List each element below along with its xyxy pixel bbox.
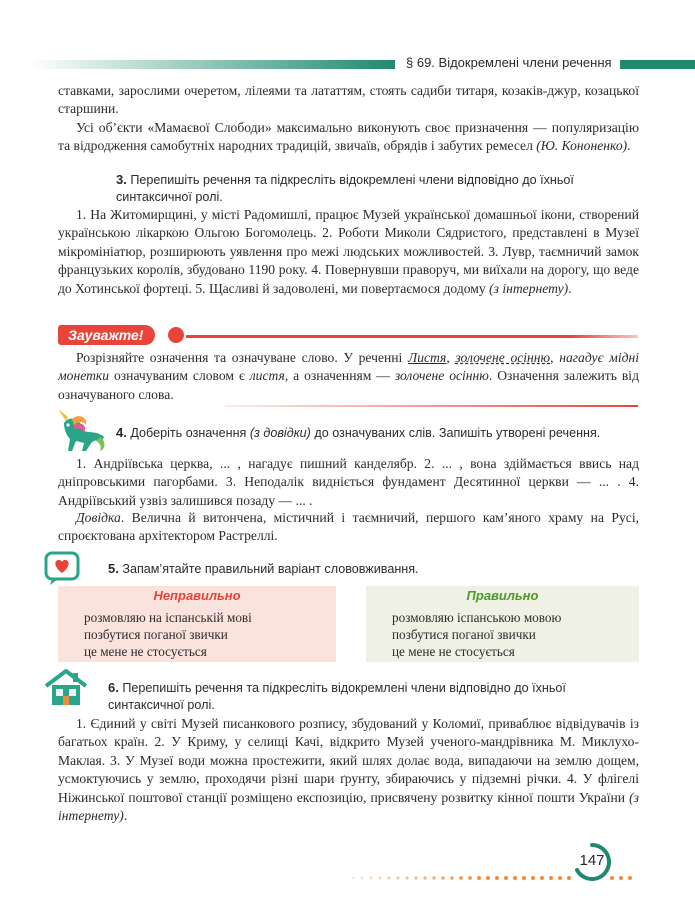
task-number: 4. bbox=[116, 425, 127, 440]
wrong-item: це мене не стосується bbox=[84, 644, 207, 659]
hint-label: Довідка bbox=[76, 510, 121, 525]
intro-source: (Ю. Кононенко) bbox=[536, 138, 628, 154]
header-decor-bar-right bbox=[620, 60, 695, 69]
right-item: розмовляю іспанською мовою bbox=[392, 610, 562, 625]
task-number: 3. bbox=[116, 172, 127, 187]
task-3-text: 1. На Житомирщині, у місті Радомишлі, працює Музей української домашньої ікони, створений українською лікаркою Ольгою Богомолець. 2. Роботи Миколи Сядристого, представлені в Музеї мікромініатюр, розширюють уявлення про межі людських можливостей. 3. Лувр, таємничий замок французьких королів, збудовано 1190 року. 4. Повернувши праворуч, ми виїхали на дорогу, що веде до Хотинської фортеці. 5. Щасливі й задоволені, ми повертаємося додому (з інтернету). bbox=[58, 207, 639, 296]
note-label-text: Зауважте! bbox=[58, 325, 155, 345]
intro-paragraph-1: ставками, зарослими очеретом, лілеями та лататтям, стоять садиби титаря, козаків-джур, козацької старшини. bbox=[58, 83, 639, 117]
task-6-text: 1. Єдиний у світі Музей писанкового розпису, збудований у Коломиї, приваблює відвідувачів із багатьох країн. 2. У Криму, у селищі Качі, відкрито Музей ученого-мандрівника М. Миклухо-Маклая. 3. У Музеї води можна простежити, який шлях долає вода, випадаючи на землю дощем, усмоктуючись у землю, проходячи різні шари ґрунту, збираючись у підземні річки. 4. У флігелі Ніжинської поштової станції розміщено експозицію, присвячену розвитку кінної пошти України (з інтернету). bbox=[58, 716, 639, 824]
note-top-rule bbox=[186, 335, 638, 338]
intro-block bbox=[58, 82, 639, 156]
task-number: 6. bbox=[108, 680, 119, 695]
note-label bbox=[58, 325, 155, 345]
wrong-header: Неправильно bbox=[153, 588, 241, 603]
task-4-hint: Довідка. Велична й витончена, містичний і таємничий, першого кам’яного храму на Русі, спроєктована архітектором Растреллі. bbox=[58, 510, 639, 544]
task-6-instruction: 6. Перепишіть речення та підкресліть відокремлені члени відповідно до їхньої синтаксичної ролі. bbox=[108, 680, 566, 712]
right-usage-box bbox=[366, 586, 639, 662]
wrong-item: позбутися поганої звички bbox=[84, 627, 228, 642]
note-bottom-rule bbox=[225, 405, 638, 407]
page-number: 147 bbox=[579, 852, 605, 869]
heart-chat-icon bbox=[44, 551, 82, 585]
section-title: § 69. Відокремлені члени речення bbox=[400, 55, 620, 70]
note-example-attribute: золочене осінню bbox=[455, 350, 551, 365]
header-decor-bar bbox=[30, 60, 395, 69]
wrong-item: розмовляю на іспанській мові bbox=[84, 610, 252, 625]
task-3-instruction: 3. Перепишіть речення та підкресліть відокремлені члени відповідно до їхньої синтаксичної ролі. bbox=[116, 172, 574, 204]
right-header: Правильно bbox=[466, 588, 539, 603]
task-4-instruction: 4. Доберіть означення (з довідки) до означуваних слів. Запишіть утворені речення. bbox=[116, 425, 601, 440]
right-item: позбутися поганої звички bbox=[392, 627, 536, 642]
note-label-cap bbox=[168, 327, 184, 343]
task-3-source: (з інтернету) bbox=[489, 280, 569, 296]
wrong-usage-box bbox=[58, 586, 336, 662]
right-item: це мене не стосується bbox=[392, 644, 515, 659]
note-example-subject: Листя bbox=[407, 350, 447, 365]
task-number: 5. bbox=[108, 561, 119, 576]
note-text: Розрізняйте означення та означуване слово. У реченні Листя, золочене осінню, нагадує мідні монетки означуваним словом є листя, а означенням — золочене осінню. Означення залежить від означуваного слова. bbox=[58, 350, 640, 402]
task-6-source: (з інтернету) bbox=[58, 789, 639, 824]
task-4-text: 1. Андріївська церква, ... , нагадує пишний канделябр. 2. ... , вона здіймається ввись над дніпровськими пагорбами. 3. Неподалік видніється фундамент Десятинної церкви — ... . 4. Андріївський узвіз залишився позаду — ... . bbox=[58, 456, 639, 508]
house-icon bbox=[44, 668, 88, 706]
task-5-instruction: 5. Запам’ятайте правильний варіант слововживання. bbox=[108, 561, 419, 576]
unicorn-icon bbox=[54, 407, 108, 453]
intro-paragraph-2: Усі об’єкти «Мамаєвої Слободи» максимально виконують своє призначення — популяризацію та відродження самобутніх народних традицій, звичаїв, обрядів і забутих ремесел (Ю. Кононенко). bbox=[58, 119, 639, 154]
